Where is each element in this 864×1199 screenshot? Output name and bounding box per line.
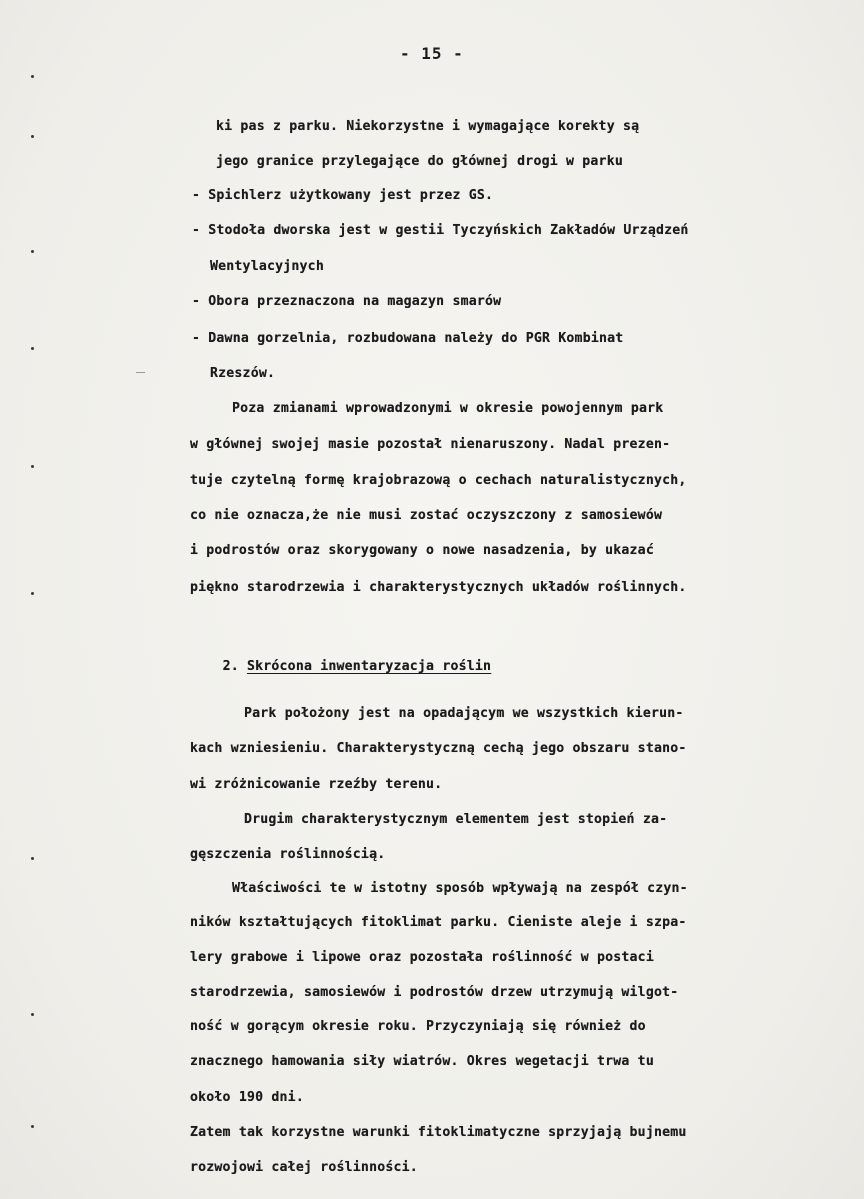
margin-dot (31, 347, 34, 350)
text-line: - Spichlerz użytkowany jest przez GS. (192, 188, 494, 203)
text-line: lery grabowe i lipowe oraz pozostała roślinność w postaci (190, 950, 654, 965)
text-line: co nie oznacza,że nie musi zostać oczyszczony z samosiewów (190, 508, 663, 523)
text-line: Rzeszów. (210, 366, 276, 381)
text-line: rozwojowi całej roślinności. (190, 1160, 418, 1175)
text-line: - Stodoła dworska jest w gestii Tyczyńskich Zakładów Urządzeń (192, 223, 689, 238)
margin-dot (31, 857, 34, 860)
text-line: znacznego hamowania siły wiatrów. Okres wegetacji trwa tu (190, 1054, 654, 1069)
margin-dot (31, 250, 34, 253)
text-line: jego granice przylegające do głównej drogi w parku (216, 154, 623, 169)
text-line: w głównej swojej masie pozostał nienaruszony. Nadal prezen- (190, 437, 671, 452)
text-line: Wentylacyjnych (210, 259, 324, 274)
text-line: starodrzewia, samosiewów i podrostów drzew utrzymują wilgot- (190, 985, 679, 1000)
margin-dot (31, 1125, 34, 1128)
text-line: kach wzniesieniu. Charakterystyczną cechą jego obszaru stano- (190, 741, 687, 756)
text-line: ników kształtujących fitoklimat parku. Cieniste aleje i szpa- (190, 915, 687, 930)
text-line: Poza zmianami wprowadzonymi w okresie powojennym park (232, 401, 664, 416)
section-title: Skrócona inwentaryzacja roślin (246, 659, 492, 674)
margin-dot (31, 465, 34, 468)
section-heading (190, 640, 491, 694)
text-line: około 190 dni. (190, 1090, 304, 1105)
text-line: ki pas z parku. Niekorzystne i wymagające korekty są (216, 119, 640, 134)
text-line: - Dawna gorzelnia, rozbudowana należy do PGR Kombinat (192, 331, 624, 346)
text-line: - Obora przeznaczona na magazyn smarów (192, 294, 502, 309)
text-line: i podrostów oraz skorygowany o nowe nasadzenia, by ukazać (190, 543, 654, 558)
text-line: tuje czytelną formę krajobrazową o cechach naturalistycznych, (190, 473, 687, 488)
margin-dot (31, 135, 34, 138)
text-line: Park położony jest na opadającym we wszystkich kierun- (244, 706, 684, 721)
text-line: piękno starodrzewia i charakterystycznych układów roślinnych. (190, 580, 687, 595)
text-line: Drugim charakterystycznym elementem jest stopień za- (244, 812, 668, 827)
margin-dot (31, 75, 34, 78)
text-line: wi zróżnicowanie rzeźby terenu. (190, 777, 443, 792)
section-number: 2. (222, 659, 239, 674)
text-line: Właściwości te w istotny sposób wpływają na zespół czyn- (232, 881, 688, 896)
margin-dot (31, 1013, 34, 1016)
margin-tick (136, 372, 145, 373)
page-number: - 15 - (400, 44, 464, 63)
text-line: Zatem tak korzystne warunki fitoklimatyczne sprzyjają bujnemu (190, 1125, 687, 1140)
margin-dot (31, 592, 34, 595)
text-line: gęszczenia roślinnością. (190, 847, 386, 862)
text-line: ność w gorącym okresie roku. Przyczyniają się również do (190, 1019, 646, 1034)
